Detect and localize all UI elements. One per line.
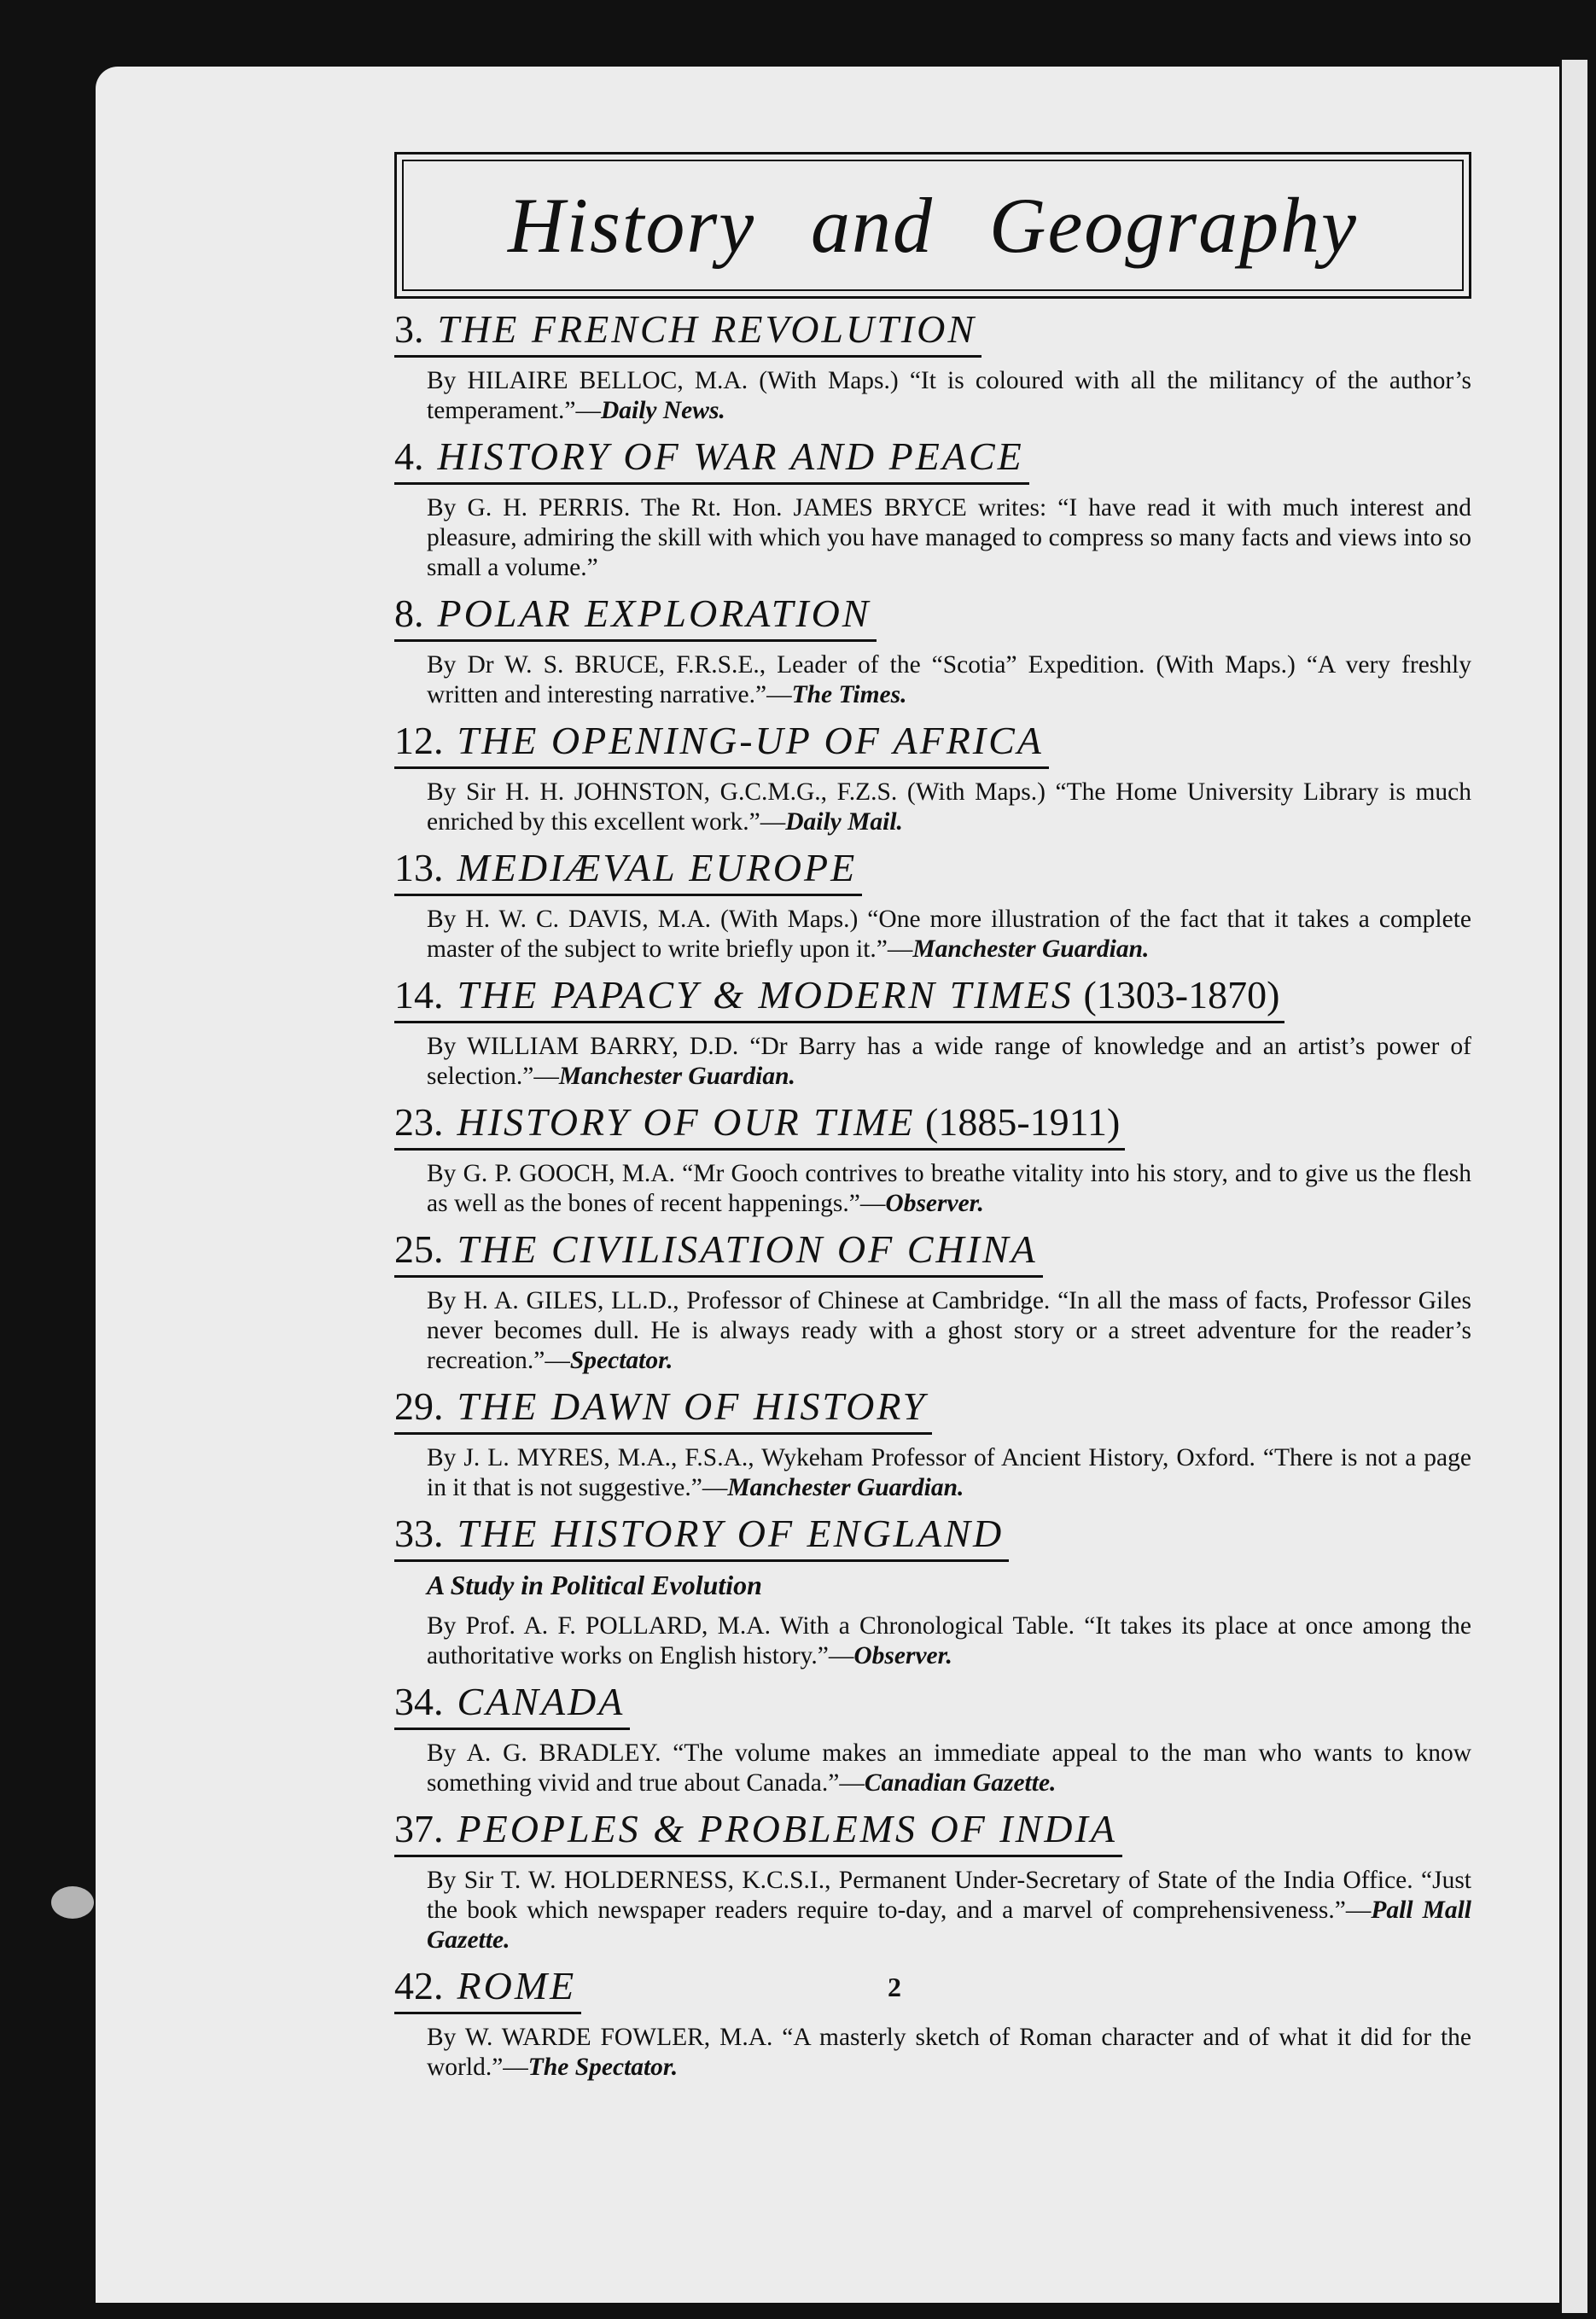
entry-number: 12. — [394, 719, 444, 762]
book-entry — [394, 842, 1471, 964]
entry-text: By A. G. BRADLEY. “The volume makes an immediate appeal to the man who wants to know something vivid and true about Canada.”— — [427, 1739, 1471, 1797]
entry-heading — [394, 715, 1049, 769]
entry-description — [427, 366, 1471, 426]
next-page-edge — [1562, 60, 1587, 2313]
entry-number: 14. — [394, 973, 444, 1017]
entry-text: By G. H. PERRIS. The Rt. Hon. JAMES BRYCE writes: “I have read it with much interest and pleasure, admiring the skill with which you have managed to compress so many facts and views into so small a volume.” — [427, 494, 1471, 581]
entry-description — [427, 650, 1471, 710]
page-content — [394, 152, 1471, 2083]
book-entry — [394, 1224, 1471, 1376]
book-entry — [394, 1508, 1471, 1671]
entry-description — [427, 2023, 1471, 2083]
book-entry — [394, 431, 1471, 583]
entry-description — [427, 1611, 1471, 1671]
entry-list — [394, 304, 1471, 2083]
book-entry — [394, 1676, 1471, 1798]
entry-source: Pall Mall Gazette. — [427, 1897, 1471, 1954]
title-frame — [394, 152, 1471, 299]
entry-description — [427, 1443, 1471, 1503]
entry-text: By WILLIAM BARRY, D.D. “Dr Barry has a wide range of knowledge and an artist’s power of selection.”— — [427, 1033, 1471, 1090]
book-entry — [394, 1803, 1471, 1955]
entry-heading — [394, 431, 1029, 485]
book-entry — [394, 304, 1471, 426]
entry-heading — [394, 1961, 581, 2014]
book-entry — [394, 588, 1471, 710]
entry-description — [427, 905, 1471, 964]
entry-heading — [394, 304, 981, 358]
entry-description — [427, 1286, 1471, 1376]
entry-date-range: (1885-1911) — [915, 1100, 1121, 1144]
entry-title: ROME — [457, 1964, 577, 2007]
entry-text: By H. W. C. DAVIS, M.A. (With Maps.) “One more illustration of the fact that it takes a complete master of the subject to write briefly upon it.”— — [427, 906, 1471, 963]
entry-heading — [394, 1508, 1009, 1562]
entry-description — [427, 1739, 1471, 1798]
entry-date-range: (1303-1870) — [1073, 973, 1280, 1017]
entry-text: By G. P. GOOCH, M.A. “Mr Gooch contrives to breathe vitality into his story, and to give us the flesh as well as the bones of recent happenings.”— — [427, 1160, 1471, 1217]
book-entry — [394, 1961, 1471, 2083]
entry-heading — [394, 588, 877, 642]
entry-title: THE PAPACY & MODERN TIMES — [457, 973, 1074, 1017]
entry-text: By Sir T. W. HOLDERNESS, K.C.S.I., Permanent Under-Secretary of State of the India Office. “Just the book which newspaper readers require to-day, and a marvel of comprehensiveness.”— — [427, 1867, 1471, 1924]
entry-number: 4. — [394, 434, 424, 478]
entry-text: By Prof. A. F. POLLARD, M.A. With a Chronological Table. “It takes its place at once among the authoritative works on English history.”— — [427, 1612, 1471, 1669]
entry-title: POLAR EXPLORATION — [437, 591, 871, 635]
entry-source: Daily Mail. — [785, 808, 903, 836]
book-entry — [394, 715, 1471, 837]
entry-description — [427, 1032, 1471, 1092]
entry-title: THE HISTORY OF ENGLAND — [457, 1512, 1005, 1555]
entry-number: 42. — [394, 1964, 444, 2007]
entry-source: Canadian Gazette. — [864, 1769, 1057, 1797]
entry-title: CANADA — [457, 1680, 626, 1723]
entry-text: By Sir H. H. JOHNSTON, G.C.M.G., F.Z.S. (With Maps.) “The Home University Library is much enriched by this excellent work.”— — [427, 778, 1471, 836]
entry-source: The Spectator. — [527, 2054, 679, 2081]
entry-text: By Dr W. S. BRUCE, F.R.S.E., Leader of the “Scotia” Expedition. (With Maps.) “A very freshly written and interesting narrative.”— — [427, 651, 1471, 708]
entry-heading — [394, 1803, 1122, 1857]
entry-number: 3. — [394, 307, 424, 351]
entry-title: THE DAWN OF HISTORY — [457, 1384, 928, 1428]
entry-description — [427, 778, 1471, 837]
entry-text: By HILAIRE BELLOC, M.A. (With Maps.) “It is coloured with all the militancy of the author’s temperament.”— — [427, 367, 1471, 424]
entry-source: Observer. — [885, 1190, 984, 1217]
entry-description — [427, 1159, 1471, 1219]
entry-text: By J. L. MYRES, M.A., F.S.A., Wykeham Professor of Ancient History, Oxford. “There is not a page in it that is not suggestive.”— — [427, 1444, 1471, 1501]
entry-source: Manchester Guardian. — [727, 1474, 964, 1501]
entry-source: Manchester Guardian. — [558, 1063, 795, 1090]
entry-source: Observer. — [853, 1642, 952, 1669]
entry-number: 37. — [394, 1807, 444, 1850]
entry-title: THE OPENING-UP OF AFRICA — [457, 719, 1044, 762]
scan-artifact — [51, 1886, 94, 1919]
entry-source: Daily News. — [600, 397, 725, 424]
entry-title: HISTORY OF OUR TIME — [457, 1100, 916, 1144]
entry-source: Manchester Guardian. — [912, 935, 1150, 963]
entry-heading — [394, 970, 1284, 1023]
entry-subtitle: A Study in Political Evolution — [427, 1570, 762, 1600]
entry-heading — [394, 1381, 932, 1435]
entry-heading — [394, 1097, 1125, 1151]
entry-source: The Times. — [791, 681, 907, 708]
book-entry — [394, 1381, 1471, 1503]
entry-heading — [394, 1224, 1043, 1278]
page-title: History and Geography — [508, 182, 1358, 269]
entry-description — [427, 493, 1471, 583]
entry-number: 25. — [394, 1227, 444, 1271]
entry-number: 8. — [394, 591, 424, 635]
entry-heading — [394, 1676, 630, 1730]
entry-title: THE FRENCH REVOLUTION — [437, 307, 977, 351]
entry-title: HISTORY OF WAR AND PEACE — [437, 434, 1024, 478]
page-number: 2 — [888, 1972, 901, 2002]
entry-number: 33. — [394, 1512, 444, 1555]
book-entry — [394, 1097, 1471, 1219]
entry-heading — [394, 842, 862, 896]
entry-text: By W. WARDE FOWLER, M.A. “A masterly sketch of Roman character and of what it did for the world.”— — [427, 2024, 1471, 2081]
entry-text: By H. A. GILES, LL.D., Professor of Chinese at Cambridge. “In all the mass of facts, Professor Giles never becomes dull. He is always ready with a ghost story or a street adventure for the reader’s recreation.”— — [427, 1287, 1471, 1374]
entry-number: 23. — [394, 1100, 444, 1144]
entry-number: 34. — [394, 1680, 444, 1723]
entry-number: 29. — [394, 1384, 444, 1428]
entry-title: THE CIVILISATION OF CHINA — [457, 1227, 1038, 1271]
entry-title: MEDIÆVAL EUROPE — [457, 846, 858, 889]
book-entry — [394, 970, 1471, 1092]
entry-title: PEOPLES & PROBLEMS OF INDIA — [457, 1807, 1117, 1850]
entry-source: Spectator. — [569, 1347, 673, 1374]
entry-number: 13. — [394, 846, 444, 889]
entry-description — [427, 1866, 1471, 1955]
title-frame-inner — [402, 160, 1464, 291]
